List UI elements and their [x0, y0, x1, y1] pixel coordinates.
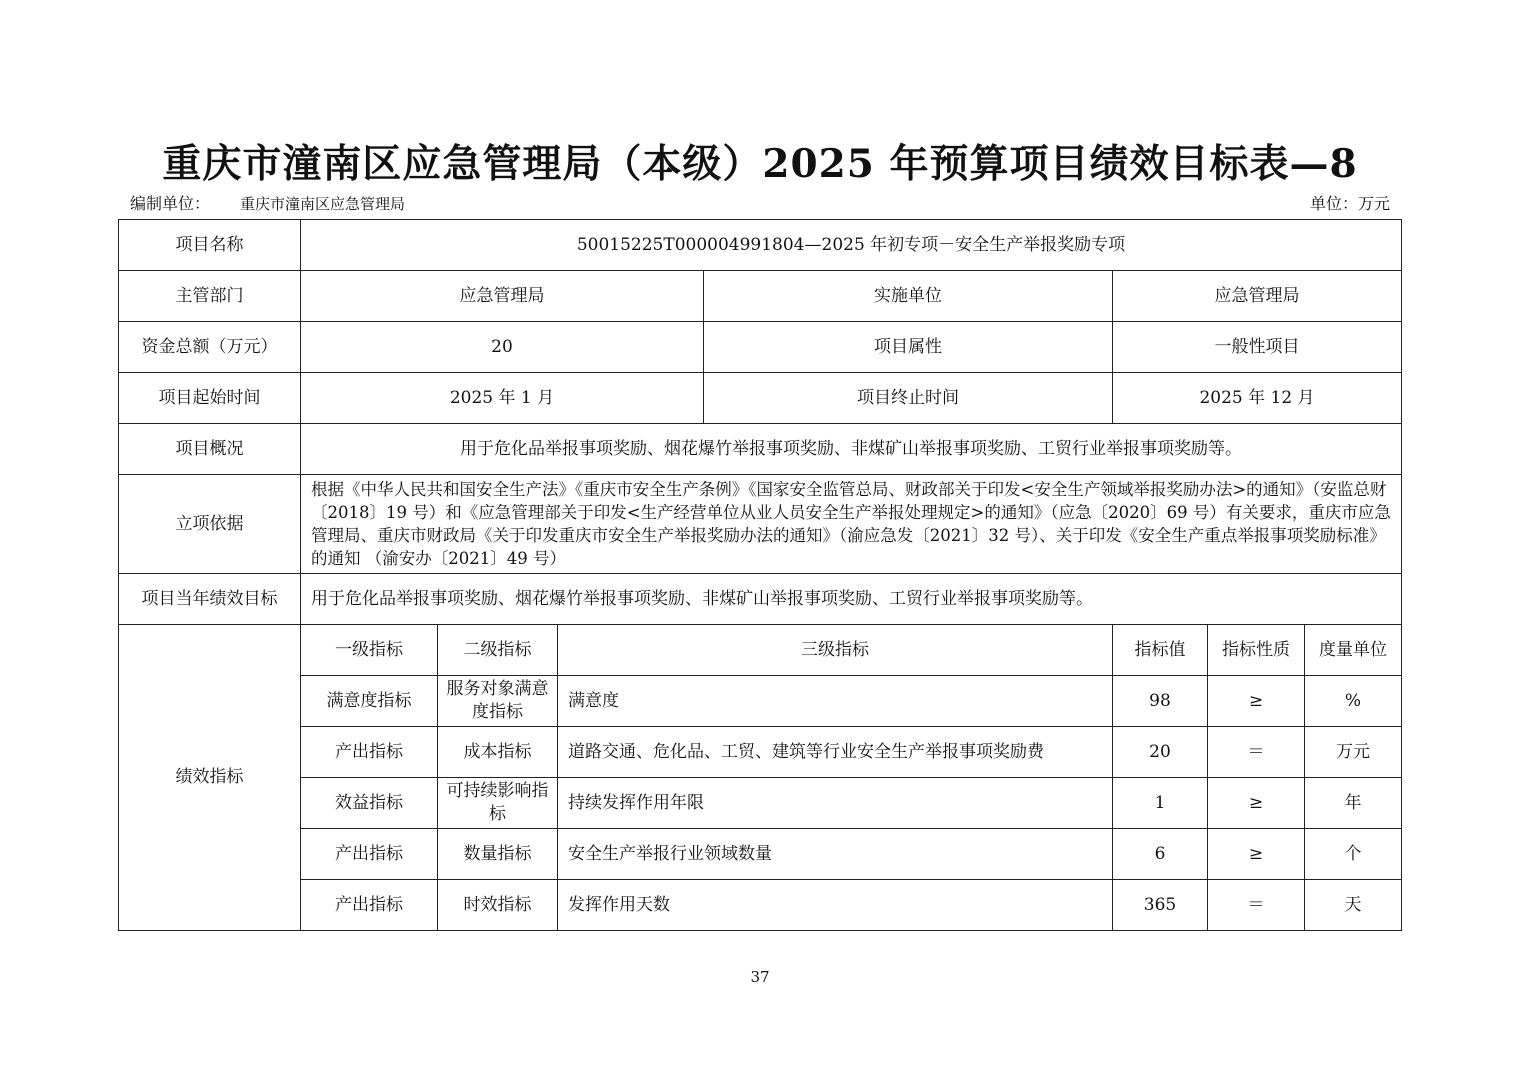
performance-table — [118, 219, 1402, 931]
indicator-level3: 发挥作用天数 — [558, 880, 1113, 931]
indicator-value: 98 — [1113, 676, 1208, 727]
indicator-value: 365 — [1113, 880, 1208, 931]
indicator-level2: 成本指标 — [438, 727, 558, 778]
indicator-unit: % — [1305, 676, 1402, 727]
fund-value: 20 — [301, 322, 704, 373]
indicator-level2: 可持续影响指标 — [438, 778, 558, 829]
attr-label: 项目属性 — [704, 322, 1113, 373]
row-fund — [119, 322, 1402, 373]
header-value: 指标值 — [1113, 625, 1208, 676]
goal-label: 项目当年绩效目标 — [119, 574, 301, 625]
indicator-level1: 效益指标 — [301, 778, 438, 829]
indicator-level3: 道路交通、危化品、工贸、建筑等行业安全生产举报事项奖励费 — [558, 727, 1113, 778]
row-time — [119, 373, 1402, 424]
header-unit: 度量单位 — [1305, 625, 1402, 676]
project-name-value: 50015225T000004991804—2025 年初专项－安全生产举报奖励专项 — [301, 220, 1402, 271]
indicator-value: 6 — [1113, 829, 1208, 880]
row-department — [119, 271, 1402, 322]
indicator-level1: 产出指标 — [301, 880, 438, 931]
row-overview — [119, 424, 1402, 475]
indicator-level1: 产出指标 — [301, 727, 438, 778]
page-title: 重庆市潼南区应急管理局（本级）2025 年预算项目绩效目标表—8 — [162, 141, 1358, 187]
indicator-nature: ≥ — [1208, 778, 1305, 829]
indicator-unit: 年 — [1305, 778, 1402, 829]
project-name-label: 项目名称 — [119, 220, 301, 271]
indicator-value: 1 — [1113, 778, 1208, 829]
indicator-level2: 时效指标 — [438, 880, 558, 931]
table-row — [119, 676, 1402, 727]
indicator-nature: ≥ — [1208, 676, 1305, 727]
basis-label: 立项依据 — [119, 475, 301, 574]
impl-label: 实施单位 — [704, 271, 1113, 322]
indicator-nature: ＝ — [1208, 727, 1305, 778]
page-number: 37 — [750, 968, 770, 986]
indicator-level2: 数量指标 — [438, 829, 558, 880]
table-row — [119, 829, 1402, 880]
indicator-level1: 满意度指标 — [301, 676, 438, 727]
attr-value: 一般性项目 — [1113, 322, 1402, 373]
indicator-nature: ＝ — [1208, 880, 1305, 931]
indicator-unit: 天 — [1305, 880, 1402, 931]
start-label: 项目起始时间 — [119, 373, 301, 424]
header-nature: 指标性质 — [1208, 625, 1305, 676]
indicator-value: 20 — [1113, 727, 1208, 778]
table-row — [119, 880, 1402, 931]
indicator-level1: 产出指标 — [301, 829, 438, 880]
indicator-nature: ≥ — [1208, 829, 1305, 880]
basis-value: 根据《中华人民共和国安全生产法》《重庆市安全生产条例》《国家安全监管总局、财政部关于印发<安全生产领域举报奖励办法>的通知》（安监总财〔2018〕19 号）和《应急管理部关于印发<生产经营单位从业人员安全生产举报处理规定>的通知》（应急〔2020〕69 号）有关要求，重庆市应急管理局、重庆市财政局《关于印发重庆市安全生产举报奖励办法的通知》（渝应急发〔2021〕32 号）、关于印发《安全生产重点举报事项奖励标准》的通知 （渝安办〔2021〕49 号） — [301, 475, 1402, 574]
indicator-unit: 个 — [1305, 829, 1402, 880]
indicator-unit: 万元 — [1305, 727, 1402, 778]
indicators-label: 绩效指标 — [119, 625, 301, 931]
goal-value: 用于危化品举报事项奖励、烟花爆竹举报事项奖励、非煤矿山举报事项奖励、工贸行业举报事项奖励等。 — [301, 574, 1402, 625]
end-label: 项目终止时间 — [704, 373, 1113, 424]
row-basis — [119, 475, 1402, 574]
compiling-unit-label: 编制单位： — [130, 194, 211, 213]
table-row — [119, 727, 1402, 778]
overview-value: 用于危化品举报事项奖励、烟花爆竹举报事项奖励、非煤矿山举报事项奖励、工贸行业举报事项奖励等。 — [301, 424, 1402, 475]
row-goal — [119, 574, 1402, 625]
start-value: 2025 年 1 月 — [301, 373, 704, 424]
impl-value: 应急管理局 — [1113, 271, 1402, 322]
indicator-level3: 满意度 — [558, 676, 1113, 727]
indicator-level3: 持续发挥作用年限 — [558, 778, 1113, 829]
end-value: 2025 年 12 月 — [1113, 373, 1402, 424]
compiling-unit-org: 重庆市潼南区应急管理局 — [240, 195, 406, 213]
dept-label: 主管部门 — [119, 271, 301, 322]
compiling-unit — [130, 191, 405, 214]
overview-label: 项目概况 — [119, 424, 301, 475]
header-level3: 三级指标 — [558, 625, 1113, 676]
table-row — [119, 778, 1402, 829]
currency-unit: 单位：万元 — [1309, 194, 1390, 213]
indicator-level2: 服务对象满意度指标 — [438, 676, 558, 727]
fund-label: 资金总额（万元） — [119, 322, 301, 373]
dept-value: 应急管理局 — [301, 271, 704, 322]
header-level1: 一级指标 — [301, 625, 438, 676]
indicator-level3: 安全生产举报行业领域数量 — [558, 829, 1113, 880]
row-project-name — [119, 220, 1402, 271]
indicator-header-row — [119, 625, 1402, 676]
header-level2: 二级指标 — [438, 625, 558, 676]
